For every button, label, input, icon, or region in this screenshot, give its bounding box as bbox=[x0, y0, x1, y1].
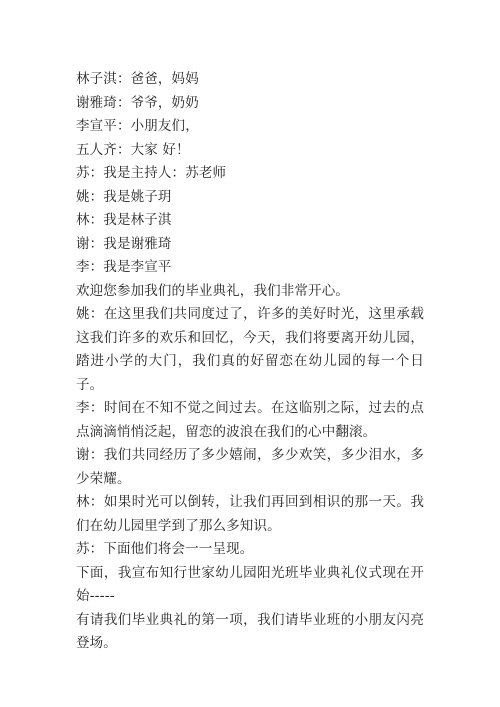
xie-paragraph: 谢：我们共同经历了多少嬉闹，多少欢笑，多少泪水，多少荣耀。 bbox=[76, 447, 424, 487]
dialogue-line-xie-intro: 谢：我是谢雅琦 bbox=[76, 235, 172, 252]
welcome-paragraph: 欢迎您参加我们的毕业典礼，我们非常开心。 bbox=[76, 282, 349, 299]
dialogue-line-xieyaqi: 谢雅琦：爷爷，奶奶 bbox=[76, 94, 199, 111]
dialogue-line-lin-intro: 林：我是林子淇 bbox=[76, 212, 172, 228]
dialogue-line-yao-intro: 姚：我是姚子玥 bbox=[76, 188, 172, 205]
first-item-paragraph: 有请我们毕业典礼的第一项，我们请毕业班的小朋友闪亮登场。 bbox=[76, 611, 424, 651]
yao-paragraph: 姚：在这里我们共同度过了，许多的美好时光，这里承载这我们许多的欢乐和回忆，今天，我们将要离开幼儿园，踏进小学的大门，我们真的好留恋在幼儿园的每一个日子。 bbox=[76, 306, 424, 393]
document-body bbox=[76, 68, 424, 656]
su-paragraph: 苏：下面他们将会一一呈现。 bbox=[76, 541, 254, 557]
dialogue-line-su-host: 苏：我是主持人：苏老师 bbox=[76, 165, 227, 181]
dialogue-line-all-five: 五人齐：大家 好！ bbox=[76, 141, 190, 158]
announcement-paragraph: 下面，我宣布知行世家幼儿园阳光班毕业典礼仪式现在开始----- bbox=[76, 564, 424, 604]
li-paragraph: 李：时间在不知不觉之间过去。在这临别之际，过去的点点滴滴悄悄泛起，留恋的波浪在我们的心中翻滚。 bbox=[76, 400, 424, 440]
lin-paragraph: 林：如果时光可以倒转，让我们再回到相识的那一天。我们在幼儿园里学到了那么多知识。 bbox=[76, 494, 424, 534]
dialogue-line-li-intro: 李：我是李宣平 bbox=[76, 259, 172, 275]
dialogue-line-linziqi: 林子淇：爸爸，妈妈 bbox=[76, 71, 199, 87]
dialogue-line-lixuanping: 李宣平：小朋友们， bbox=[76, 118, 199, 134]
